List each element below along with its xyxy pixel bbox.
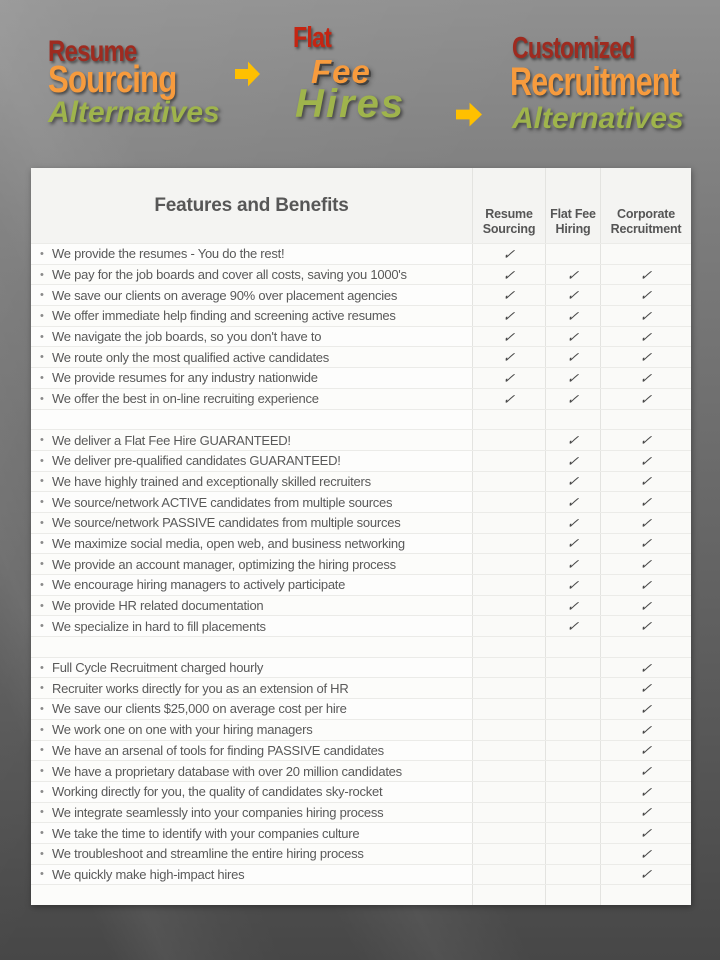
table-row [31,553,691,574]
check-cell [472,637,545,657]
feature-text: We deliver pre-qualified candidates GUARANTEED! [52,453,341,469]
feature-cell [31,782,472,802]
check-icon: ✓ [639,494,653,511]
check-cell [545,823,600,843]
brand-line-orange: Recruitment [510,60,680,104]
feature-cell [31,389,472,409]
check-icon: ✓ [639,328,653,345]
check-icon: ✓ [639,535,653,552]
table-row [31,677,691,698]
brand-line-orange: Fee [311,53,371,90]
bullet-icon: • [40,392,44,405]
check-cell [545,803,600,823]
bullet-icon: • [40,371,44,384]
table-row [31,781,691,802]
check-cell [472,492,545,512]
check-cell [600,492,691,512]
table-row [31,450,691,471]
check-cell [600,368,691,388]
check-cell [600,347,691,367]
arrow-right-icon [235,60,260,88]
feature-text: We provide the resumes - You do the rest! [52,246,285,262]
feature-cell [31,823,472,843]
check-icon: ✓ [639,804,653,821]
check-cell [545,410,600,430]
check-icon: ✓ [566,597,580,614]
check-cell [600,865,691,885]
check-cell [545,699,600,719]
feature-cell [31,678,472,698]
check-icon: ✓ [502,287,516,304]
check-icon: ✓ [639,576,653,593]
check-icon: ✓ [639,473,653,490]
feature-cell [31,575,472,595]
feature-text: We source/network ACTIVE candidates from multiple sources [52,494,393,510]
feature-cell [31,306,472,326]
table-row [31,346,691,367]
feature-text: We specialize in hard to fill placements [52,618,266,634]
check-icon: ✓ [566,576,580,593]
check-icon: ✓ [639,700,653,717]
check-icon: ✓ [639,742,653,759]
feature-text: We provide HR related documentation [52,598,264,614]
check-cell [472,389,545,409]
check-cell [545,596,600,616]
feature-text: Working directly for you, the quality of candidates sky-rocket [52,784,383,800]
check-cell [472,720,545,740]
table-row [31,326,691,347]
check-icon: ✓ [566,473,580,490]
check-icon: ✓ [566,535,580,552]
table-row [31,491,691,512]
check-icon: ✓ [566,307,580,324]
table-row [31,243,691,264]
feature-text: We deliver a Flat Fee Hire GUARANTEED! [52,432,291,448]
bullet-icon: • [40,351,44,364]
feature-text: We route only the most qualified active candidates [52,349,330,365]
check-cell [545,389,600,409]
check-cell [545,720,600,740]
check-cell [600,761,691,781]
feature-cell [31,761,472,781]
check-cell [472,865,545,885]
check-cell [600,534,691,554]
check-cell [545,844,600,864]
check-cell [472,761,545,781]
table-row [31,615,691,636]
check-cell [545,244,600,264]
brand-line-orange: Sourcing [48,59,177,101]
check-icon: ✓ [639,266,653,283]
feature-text: Recruiter works directly for you as an extension of HR [52,680,349,696]
feature-text: We have highly trained and exceptionally skilled recruiters [52,473,371,489]
check-cell [600,596,691,616]
check-cell [545,368,600,388]
check-icon: ✓ [566,390,580,407]
table-body [31,243,691,905]
check-cell [600,410,691,430]
feature-cell [31,327,472,347]
bullet-icon: • [40,785,44,798]
feature-text: We provide resumes for any industry nationwide [52,370,318,386]
brand-line-red: Customized [512,30,635,65]
feature-cell [31,368,472,388]
bullet-icon: • [40,702,44,715]
check-cell [600,575,691,595]
check-icon: ✓ [639,307,653,324]
check-cell [545,513,600,533]
check-icon: ✓ [566,618,580,635]
feature-cell [31,285,472,305]
check-cell [545,534,600,554]
bullet-icon: • [40,827,44,840]
table-row [31,843,691,864]
bullet-icon: • [40,723,44,736]
bullet-icon: • [40,434,44,447]
check-cell [545,306,600,326]
check-cell [600,741,691,761]
bullet-icon: • [40,247,44,260]
check-icon: ✓ [566,452,580,469]
brand-line-red: Resume [48,35,137,68]
check-icon: ✓ [639,452,653,469]
table-row [31,512,691,533]
feature-cell [31,410,472,430]
table-header-row [31,168,691,243]
feature-cell [31,451,472,471]
feature-cell [31,244,472,264]
check-cell [472,699,545,719]
feature-text: We save our clients on average 90% over placement agencies [52,287,398,303]
check-cell [472,616,545,636]
brand-line-green: Hires [295,82,406,126]
check-cell [600,803,691,823]
feature-text: We troubleshoot and streamline the entire hiring process [52,846,364,862]
check-icon: ✓ [639,783,653,800]
check-cell [472,368,545,388]
check-cell [600,265,691,285]
check-icon: ✓ [639,556,653,573]
feature-cell [31,534,472,554]
check-cell [472,678,545,698]
brand-line-green: Alternatives [48,96,220,129]
feature-cell [31,699,472,719]
feature-text: Full Cycle Recruitment charged hourly [52,660,264,676]
feature-text: We provide an account manager, optimizing the hiring process [52,556,396,572]
check-icon: ✓ [566,514,580,531]
check-cell [472,844,545,864]
check-icon: ✓ [566,287,580,304]
column-header-resume-sourcing: Resume Sourcing [472,168,545,243]
check-cell [472,803,545,823]
feature-cell [31,472,472,492]
check-cell [472,741,545,761]
check-cell [472,575,545,595]
check-icon: ✓ [502,266,516,283]
table-row [31,719,691,740]
check-cell [545,347,600,367]
check-cell [545,658,600,678]
check-icon: ✓ [502,390,516,407]
check-cell [472,285,545,305]
column-header-corporate-recruitment: Corporate Recruitment [600,168,691,243]
check-cell [472,596,545,616]
bullet-icon: • [40,661,44,674]
check-cell [472,327,545,347]
comparison-table [31,168,691,905]
check-icon: ✓ [502,307,516,324]
check-cell [600,513,691,533]
check-cell [545,285,600,305]
bullet-icon: • [40,806,44,819]
bullet-icon: • [40,475,44,488]
bullet-icon: • [40,558,44,571]
table-row [31,367,691,388]
check-cell [472,451,545,471]
check-cell [600,472,691,492]
check-cell [600,885,691,905]
check-cell [600,451,691,471]
bullet-icon: • [40,847,44,860]
check-cell [545,430,600,450]
check-cell [600,616,691,636]
table-row [31,802,691,823]
check-icon: ✓ [639,369,653,386]
feature-text: We navigate the job boards, so you don't have to [52,329,322,345]
table-row [31,698,691,719]
bullet-icon: • [40,454,44,467]
check-cell [545,472,600,492]
table-row [31,388,691,409]
feature-cell [31,865,472,885]
feature-text: We have a proprietary database with over 20 million candidates [52,763,402,779]
bullet-icon: • [40,496,44,509]
feature-text: We have an arsenal of tools for finding PASSIVE candidates [52,742,384,758]
feature-cell [31,637,472,657]
check-icon: ✓ [566,432,580,449]
check-icon: ✓ [566,494,580,511]
brand-line-green: Alternatives [512,102,684,135]
table-row [31,822,691,843]
feature-cell [31,513,472,533]
table-row [31,657,691,678]
column-header-flat-fee-hiring: Flat Fee Hiring [545,168,600,243]
check-cell [472,885,545,905]
check-icon: ✓ [566,556,580,573]
table-title-cell [31,168,472,243]
table-row [31,574,691,595]
table-row [31,264,691,285]
check-icon: ✓ [639,287,653,304]
table-title: Features and Benefits [154,194,349,216]
check-icon: ✓ [639,721,653,738]
check-cell [600,327,691,347]
check-cell [472,554,545,574]
bullet-icon: • [40,537,44,550]
feature-cell [31,720,472,740]
check-cell [472,306,545,326]
check-cell [472,347,545,367]
feature-cell [31,741,472,761]
check-icon: ✓ [639,390,653,407]
feature-cell [31,347,472,367]
feature-text: We save our clients $25,000 on average cost per hire [52,701,347,717]
feature-cell [31,554,472,574]
check-cell [545,575,600,595]
feature-cell [31,844,472,864]
check-icon: ✓ [639,763,653,780]
table-row [31,429,691,450]
check-cell [472,244,545,264]
check-cell [472,823,545,843]
check-cell [600,720,691,740]
bullet-icon: • [40,516,44,529]
check-icon: ✓ [639,349,653,366]
feature-cell [31,658,472,678]
check-icon: ✓ [566,328,580,345]
table-row [31,284,691,305]
check-cell [600,389,691,409]
check-cell [600,782,691,802]
check-cell [600,306,691,326]
bullet-icon: • [40,330,44,343]
check-icon: ✓ [639,680,653,697]
check-cell [472,265,545,285]
feature-cell [31,596,472,616]
check-icon: ✓ [566,349,580,366]
check-cell [545,451,600,471]
check-icon: ✓ [566,369,580,386]
bullet-icon: • [40,868,44,881]
check-cell [600,244,691,264]
check-icon: ✓ [502,349,516,366]
check-cell [472,534,545,554]
bullet-icon: • [40,765,44,778]
check-cell [545,885,600,905]
check-icon: ✓ [639,866,653,883]
feature-text: We encourage hiring managers to actively participate [52,577,346,593]
check-cell [472,430,545,450]
feature-cell [31,616,472,636]
check-cell [600,658,691,678]
check-cell [545,327,600,347]
check-icon: ✓ [566,266,580,283]
feature-text: We take the time to identify with your companies culture [52,825,360,841]
feature-text: We offer immediate help finding and screening active resumes [52,308,396,324]
feature-cell [31,265,472,285]
check-icon: ✓ [639,845,653,862]
check-icon: ✓ [639,597,653,614]
check-cell [545,741,600,761]
bullet-icon: • [40,599,44,612]
bullet-icon: • [40,578,44,591]
check-cell [600,285,691,305]
check-icon: ✓ [639,659,653,676]
check-icon: ✓ [502,369,516,386]
check-cell [600,430,691,450]
table-row [31,305,691,326]
bullet-icon: • [40,289,44,302]
check-cell [472,513,545,533]
check-cell [472,782,545,802]
check-cell [600,699,691,719]
check-cell [472,658,545,678]
check-cell [545,761,600,781]
feature-cell [31,492,472,512]
check-cell [600,554,691,574]
bullet-icon: • [40,309,44,322]
check-cell [545,265,600,285]
table-row [31,864,691,885]
brand-line-red: Flat [293,22,332,54]
check-cell [472,472,545,492]
check-icon: ✓ [502,328,516,345]
table-row [31,740,691,761]
check-cell [545,616,600,636]
check-cell [600,823,691,843]
check-cell [545,678,600,698]
check-cell [600,844,691,864]
check-cell [600,678,691,698]
bullet-icon: • [40,682,44,695]
feature-cell [31,885,472,905]
feature-text: We source/network PASSIVE candidates from multiple sources [52,515,401,531]
check-icon: ✓ [639,618,653,635]
feature-text: We integrate seamlessly into your companies hiring process [52,804,384,820]
spacer-row [31,636,691,657]
bullet-icon: • [40,744,44,757]
feature-cell [31,803,472,823]
bullet-icon: • [40,620,44,633]
feature-text: We maximize social media, open web, and business networking [52,535,405,551]
table-row [31,471,691,492]
bullet-icon: • [40,268,44,281]
check-icon: ✓ [502,245,516,262]
check-cell [600,637,691,657]
feature-text: We pay for the job boards and cover all costs, saving you 1000's [52,267,407,283]
check-icon: ✓ [639,432,653,449]
feature-text: We quickly make high-impact hires [52,866,245,882]
table-row [31,533,691,554]
table-row [31,595,691,616]
feature-text: We work one on one with your hiring managers [52,722,313,738]
feature-text: We offer the best in on-line recruiting experience [52,391,319,407]
table-row [31,760,691,781]
check-cell [545,554,600,574]
check-cell [545,637,600,657]
check-cell [545,492,600,512]
check-icon: ✓ [639,825,653,842]
check-cell [472,410,545,430]
check-cell [545,865,600,885]
spacer-row [31,884,691,905]
arrow-right-icon [456,101,482,128]
feature-cell [31,430,472,450]
spacer-row [31,409,691,430]
check-icon: ✓ [639,514,653,531]
check-cell [545,782,600,802]
